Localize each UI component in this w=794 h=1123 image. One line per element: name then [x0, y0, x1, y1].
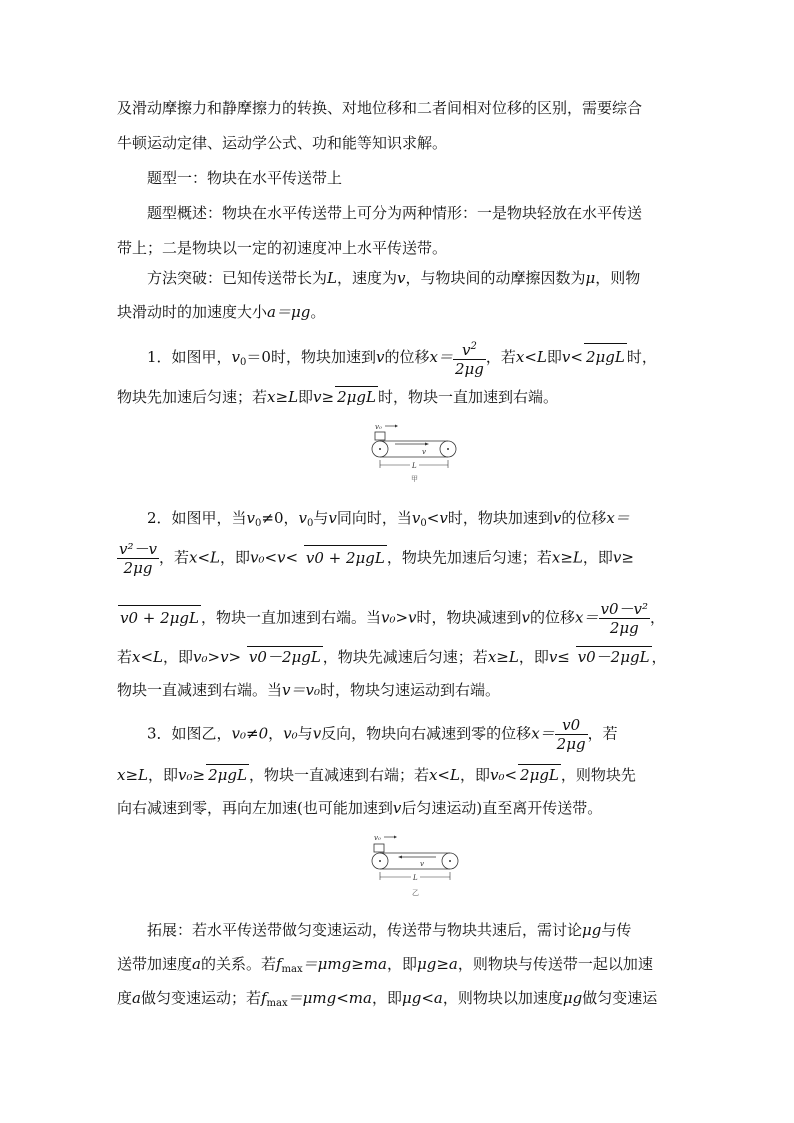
- text-line: [117, 798, 602, 818]
- math: v: [246, 509, 256, 527]
- math: 0: [261, 348, 271, 366]
- math: v≥: [612, 548, 634, 567]
- math: x: [267, 388, 276, 406]
- math: v: [397, 269, 406, 287]
- math: a＝μg: [267, 303, 311, 321]
- math: x＝: [531, 724, 555, 743]
- sqrt: 2μgL: [520, 766, 559, 784]
- text: ，则物块先: [560, 766, 636, 784]
- math: x≥L: [487, 648, 519, 666]
- figure-caption: 甲: [411, 475, 418, 483]
- math: v: [461, 341, 471, 359]
- text-line: [117, 600, 665, 637]
- text: 2．如图甲，当: [147, 509, 247, 527]
- text: ，则物: [595, 269, 641, 287]
- text: 即: [546, 348, 562, 366]
- math: x＝: [575, 608, 599, 627]
- text: 与传: [601, 921, 632, 939]
- text-line: [147, 508, 630, 534]
- text: 时，物块一直加速到右端。: [377, 388, 558, 406]
- L-label: L: [413, 874, 418, 882]
- math: x＝: [606, 509, 630, 527]
- math: v: [392, 799, 402, 817]
- L-label: L: [412, 462, 417, 470]
- fraction: [453, 338, 486, 378]
- text-line: [117, 988, 657, 1014]
- math: v: [313, 388, 322, 406]
- math: μg: [582, 921, 602, 939]
- text: <: [426, 509, 440, 527]
- math: v₀≥: [178, 766, 206, 784]
- v0-label: v₀: [374, 834, 381, 842]
- conveyor-diagram: [367, 422, 463, 484]
- math: x≥L: [551, 548, 583, 567]
- math: μg<a: [401, 989, 443, 1007]
- text: 的位移: [384, 348, 430, 366]
- text: 拓展：若水平传送带做匀变速运动，传送带与物块共速后，需讨论: [147, 921, 583, 939]
- math: x: [515, 348, 525, 366]
- text: 时，物块匀速运动到右端。: [319, 681, 500, 699]
- text: ，即: [163, 648, 194, 666]
- section-title: [147, 168, 342, 188]
- text: 时，: [626, 348, 657, 366]
- text: 做匀变速运动；若: [140, 989, 261, 1007]
- conveyor-diagram: [370, 832, 466, 898]
- fraction: [599, 600, 651, 637]
- math: x＝: [429, 348, 453, 366]
- math: v: [298, 509, 308, 527]
- text: ，物块一直减速到右端；若: [248, 766, 429, 784]
- text: 后匀速运动)直至离开传送带。: [401, 799, 603, 817]
- fraction: [555, 716, 588, 753]
- text-line: [117, 954, 653, 980]
- math: 0: [255, 518, 262, 529]
- math: v: [312, 724, 322, 743]
- figure-caption: 乙: [412, 889, 419, 897]
- text: 物块一直减速到右端。当: [117, 681, 283, 699]
- text: 块滑动时的加速度大小: [117, 303, 268, 321]
- text: ，物块一直加速到右端。当: [200, 608, 381, 627]
- text-line: [117, 98, 642, 118]
- text: 时，物块加速到: [270, 348, 376, 366]
- text: ≠0，: [261, 509, 299, 527]
- text: 3．如图乙，: [147, 724, 232, 743]
- v0-label: v₀: [375, 423, 382, 431]
- math: 0: [240, 357, 247, 368]
- math: x<L: [188, 548, 220, 567]
- denominator: 2μg: [556, 735, 586, 753]
- numerator: v0: [555, 716, 588, 735]
- math: μg≥a: [416, 955, 458, 973]
- text: ，即: [371, 989, 402, 1007]
- text-line: [117, 646, 667, 667]
- math: v: [231, 348, 241, 366]
- numerator: v0－v²: [600, 600, 649, 618]
- text: ，即: [518, 648, 549, 666]
- text: ，若: [158, 548, 189, 567]
- math: ＝μmg<ma: [287, 989, 372, 1007]
- sqrt: 2μgL: [584, 343, 627, 370]
- text: 度: [117, 989, 133, 1007]
- math: v: [328, 509, 337, 527]
- text: ≥: [275, 388, 289, 406]
- math: v₀>v: [381, 608, 417, 627]
- text-line: [147, 268, 640, 288]
- math: v₀>v>: [193, 648, 242, 666]
- text: 时，物块加速到: [447, 509, 553, 527]
- math: 0: [307, 518, 314, 529]
- text: 同向时，当: [336, 509, 412, 527]
- math: L: [536, 348, 547, 366]
- fraction: [117, 540, 159, 577]
- text: 的位移: [530, 608, 576, 627]
- conveyor-figure-yi: [370, 832, 466, 898]
- math: x≥L: [117, 766, 148, 784]
- math: v: [375, 348, 385, 366]
- text: 方法突破：已知传送带长为: [147, 269, 328, 287]
- text: ，与物块间的动摩擦因数为: [405, 269, 586, 287]
- math: x<L: [132, 648, 164, 666]
- math: v₀: [283, 724, 298, 743]
- math: v₀≠0: [231, 724, 269, 743]
- text: 牛顿运动定律、运动学公式、功和能等知识求解。: [117, 134, 448, 152]
- text: ≥: [321, 388, 335, 406]
- text: 的位移: [561, 509, 607, 527]
- text: ，则物块以加速度: [442, 989, 563, 1007]
- text: 1．如图甲，: [147, 348, 232, 366]
- math: max: [266, 998, 288, 1009]
- text-line: [117, 764, 636, 785]
- text: 。: [310, 303, 326, 321]
- math: v＝v₀: [282, 681, 320, 699]
- denominator: 2μg: [609, 619, 639, 637]
- math: f: [275, 955, 282, 973]
- text: ，若: [485, 348, 516, 366]
- text: 向右减速到零，再向左加速(也可能加速到: [117, 799, 393, 817]
- text: 与: [313, 509, 329, 527]
- math: μg: [562, 989, 583, 1007]
- math: v≤: [548, 648, 570, 666]
- math: v₀<v<: [250, 548, 299, 567]
- text: 题型概述：物块在水平传送带上可分为两种情形：一是物块轻放在水平传送: [147, 204, 643, 222]
- text: ，若: [587, 724, 618, 743]
- text-line: [147, 716, 618, 753]
- v-label: v: [420, 860, 424, 868]
- math: max: [281, 964, 303, 975]
- math: v: [411, 509, 421, 527]
- math: a: [192, 955, 201, 973]
- math: x<L: [428, 766, 460, 784]
- text: 及滑动摩擦力和静摩擦力的转换、对地位移和二者间相对位移的区别，需要综合: [117, 99, 643, 117]
- text: 若: [117, 648, 133, 666]
- numerator: v²－v: [119, 540, 157, 558]
- text: ，即: [459, 766, 490, 784]
- text: ，则物块与传送带一起以加速: [457, 955, 653, 973]
- text: ，速度为: [336, 269, 397, 287]
- text-line: [117, 302, 325, 322]
- text: 题型一：物块在水平传送带上: [147, 169, 343, 187]
- math: 0: [420, 518, 427, 529]
- numerator: [453, 338, 486, 360]
- text-line: [117, 386, 558, 407]
- sqrt: v0－2μgL: [577, 648, 650, 666]
- text: ，: [651, 648, 667, 666]
- conveyor-figure-jia: [367, 422, 463, 484]
- text-line: [147, 920, 631, 940]
- text: ，即: [148, 766, 179, 784]
- text: ，即: [386, 955, 417, 973]
- sqrt: v0－2μgL: [248, 648, 321, 666]
- text: 即: [298, 388, 314, 406]
- text: 与: [297, 724, 313, 743]
- text: ，即: [219, 548, 250, 567]
- denominator: 2μg: [454, 360, 484, 378]
- text-line: [147, 338, 657, 378]
- text-line: [117, 680, 500, 700]
- text: 反向，物块向右减速到零的位移: [321, 724, 532, 743]
- text: ＝: [246, 348, 262, 366]
- math: L: [288, 388, 299, 406]
- math: v: [552, 509, 562, 527]
- math: v: [439, 509, 448, 527]
- math: L: [327, 269, 337, 287]
- denominator: 2μg: [123, 559, 153, 577]
- math: v: [521, 608, 531, 627]
- text: ，物块先减速后匀速；若: [322, 648, 488, 666]
- text: ，: [268, 724, 284, 743]
- text-line: [117, 540, 634, 577]
- math: a: [132, 989, 141, 1007]
- text: 送带加速度: [117, 955, 193, 973]
- sqrt: v0 + 2μgL: [118, 605, 201, 630]
- text: <: [570, 348, 583, 366]
- text: 时，物块减速到: [416, 608, 522, 627]
- sqrt: v0 + 2μgL: [304, 545, 387, 570]
- sqrt: 2μgL: [337, 388, 376, 406]
- text: ，物块先加速后匀速；若: [386, 548, 552, 567]
- math: f: [260, 989, 267, 1007]
- text: ，: [650, 608, 666, 627]
- text: <: [524, 348, 537, 366]
- math: ＝μmg≥ma: [302, 955, 387, 973]
- math: v₀<: [489, 766, 518, 784]
- text-line: [117, 133, 447, 153]
- text: ，即: [582, 548, 613, 567]
- text: 的关系。若: [200, 955, 276, 973]
- text: 物块先加速后匀速；若: [117, 388, 268, 406]
- math: 2: [470, 341, 477, 352]
- text-line: [117, 238, 447, 258]
- math: μ: [585, 269, 596, 287]
- text: 带上；二是物块以一定的初速度冲上水平传送带。: [117, 239, 448, 257]
- text: 做匀变速运: [582, 989, 658, 1007]
- text-line: [147, 203, 642, 223]
- math: v: [561, 348, 571, 366]
- sqrt: 2μgL: [208, 766, 247, 784]
- v-label: v: [422, 448, 426, 456]
